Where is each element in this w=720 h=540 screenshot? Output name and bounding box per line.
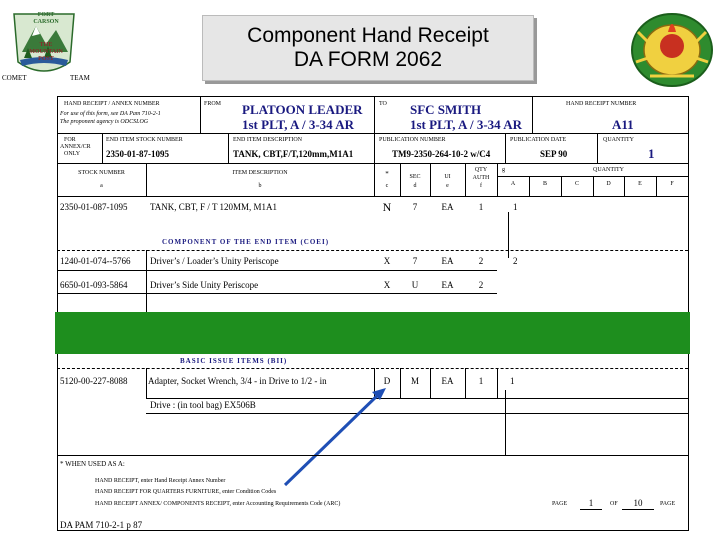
page-title: Component Hand Receipt bbox=[247, 24, 489, 47]
footnote-line-1: HAND RECEIPT, enter Hand Receipt Annex Number bbox=[95, 478, 226, 484]
row3-stock: 6650-01-093-5864 bbox=[60, 280, 128, 290]
row4-c: D bbox=[383, 376, 391, 386]
row3-c: X bbox=[383, 280, 391, 290]
row3-desc: Driver’s Side Unity Periscope bbox=[150, 280, 259, 290]
col-f-letter: f bbox=[480, 183, 482, 189]
end-item-stock-label: END ITEM STOCK NUMBER bbox=[106, 137, 183, 143]
for-annex-label-3: ONLY bbox=[64, 151, 81, 157]
row4-a: 1 bbox=[510, 376, 515, 386]
from-value-1: PLATOON LEADER bbox=[242, 102, 363, 117]
section-coei: COMPONENT OF THE END ITEM (COEI) bbox=[162, 238, 330, 246]
logo-text-top: FORT CARSON bbox=[33, 12, 59, 25]
footnote-line-2: HAND RECEIPT FOR QUARTERS FURNITURE, enter Condition Codes bbox=[95, 489, 277, 495]
end-item-desc-value: TANK, CBT,F/T,120mm,M1A1 bbox=[233, 149, 354, 159]
col-f-top-2: AUTH bbox=[472, 175, 490, 181]
col-c-letter: c bbox=[385, 183, 389, 189]
row2-c: X bbox=[383, 256, 391, 266]
col-stock-letter: a bbox=[100, 183, 103, 189]
row1-a: 1 bbox=[513, 202, 518, 212]
of-value: 10 bbox=[622, 498, 654, 510]
hand-receipt-number-label: HAND RECEIPT NUMBER bbox=[566, 101, 637, 107]
row4-e: EA bbox=[441, 376, 454, 386]
footnote-label: * WHEN USED AS A: bbox=[60, 460, 125, 468]
for-annex-label-2: ANNEX/CR bbox=[60, 144, 91, 150]
hand-receipt-number-value: A11 bbox=[612, 117, 634, 132]
row3-f: 2 bbox=[478, 280, 484, 290]
end-item-desc-label: END ITEM DESCRIPTION bbox=[233, 137, 302, 143]
page-subtitle: DA FORM 2062 bbox=[293, 48, 443, 71]
to-value-1: SFC SMITH bbox=[410, 102, 482, 117]
use-note-line1: For use of this form, see DA Pam 710-2-1 bbox=[60, 111, 161, 117]
row2-f: 2 bbox=[478, 256, 484, 266]
col-stock-number: STOCK NUMBER bbox=[78, 170, 125, 176]
row1-desc: TANK, CBT, F / T 120MM, M1A1 bbox=[150, 202, 278, 212]
row4-d: M bbox=[410, 376, 419, 386]
col-f-top-1: QTY bbox=[474, 167, 488, 173]
page-label: PAGE bbox=[552, 501, 568, 507]
qty-col-a: A bbox=[510, 181, 516, 187]
row1-stock: 2350-01-087-1095 bbox=[60, 202, 128, 212]
section-bii: BASIC ISSUE ITEMS (BII) bbox=[180, 357, 288, 365]
logo-text-mid: THE MOUNTAIN POST bbox=[29, 42, 63, 62]
logo-text-team: TEAM bbox=[70, 74, 90, 82]
qty-col-c: C bbox=[574, 181, 579, 187]
for-annex-label-1: FOR bbox=[64, 137, 76, 143]
quantity-value: 1 bbox=[648, 146, 655, 161]
use-note-line2: The proponent agency is ODCSLOG bbox=[60, 119, 149, 125]
row4-continuation: Drive : (in tool bag) EX506B bbox=[150, 400, 256, 410]
row2-stock: 1240-01-074--5766 bbox=[60, 256, 131, 266]
qty-col-e: E bbox=[638, 181, 642, 187]
page-value: 1 bbox=[580, 498, 602, 510]
from-value-2: 1st PLT, A / 3-34 AR bbox=[242, 117, 354, 132]
row4-f: 1 bbox=[478, 376, 484, 386]
end-item-stock-value: 2350-01-87-1095 bbox=[106, 149, 169, 159]
footnote-line-3: HAND RECEIPT ANNEX/ COMPONENTS RECEIPT, enter Accounting Requirements Code (ARC) bbox=[95, 501, 341, 507]
row3-d: U bbox=[411, 280, 419, 290]
of-label: OF bbox=[610, 501, 618, 507]
row4-stock: 5120-00-227-8088 bbox=[60, 376, 128, 386]
row2-e: EA bbox=[441, 256, 454, 266]
col-d-letter: d bbox=[413, 183, 417, 189]
row3-e: EA bbox=[441, 280, 454, 290]
to-label: TO bbox=[379, 101, 387, 107]
qty-col-d: D bbox=[606, 181, 611, 187]
from-label: FROM bbox=[204, 101, 222, 107]
col-d-top: SEC bbox=[409, 174, 421, 180]
row1-c: N bbox=[382, 200, 392, 214]
publication-date-value: SEP 90 bbox=[540, 149, 568, 159]
publication-date-label: PUBLICATION DATE bbox=[510, 137, 567, 143]
col-e-top: UI bbox=[444, 174, 451, 180]
qty-col-f: F bbox=[670, 181, 674, 187]
col-c-top: * bbox=[385, 170, 389, 178]
row1-e: EA bbox=[441, 202, 454, 212]
col-e-letter: e bbox=[446, 183, 449, 189]
row2-desc: Driver’s / Loader’s Unity Periscope bbox=[150, 256, 279, 266]
quantity-label: QUANTITY bbox=[603, 137, 634, 143]
row1-d: 7 bbox=[412, 202, 418, 212]
row4-desc: Adapter, Socket Wrench, 3/4 - in Drive to 1/2 - in bbox=[148, 376, 327, 386]
pages-label: PAGE bbox=[660, 501, 676, 507]
row2-a: 2 bbox=[513, 256, 518, 266]
hand-receipt-annex-label: HAND RECEIPT / ANNEX NUMBER bbox=[64, 101, 160, 107]
qty-col-b: B bbox=[542, 181, 547, 187]
col-g: g bbox=[502, 167, 505, 173]
col-item-desc: ITEM DESCRIPTION bbox=[232, 170, 288, 176]
row2-d: 7 bbox=[412, 256, 418, 266]
row1-f: 1 bbox=[478, 202, 484, 212]
form-reference: DA PAM 710-2-1 p 87 bbox=[60, 520, 143, 530]
publication-number-value: TM9-2350-264-10-2 w/C4 bbox=[392, 149, 491, 159]
publication-number-label: PUBLICATION NUMBER bbox=[379, 137, 446, 143]
col-quantity: QUANTITY bbox=[593, 167, 624, 173]
col-item-letter: b bbox=[258, 183, 262, 189]
to-value-2: 1st PLT, A / 3-34 AR bbox=[410, 117, 522, 132]
logo-text-comet: COMET bbox=[2, 74, 27, 82]
